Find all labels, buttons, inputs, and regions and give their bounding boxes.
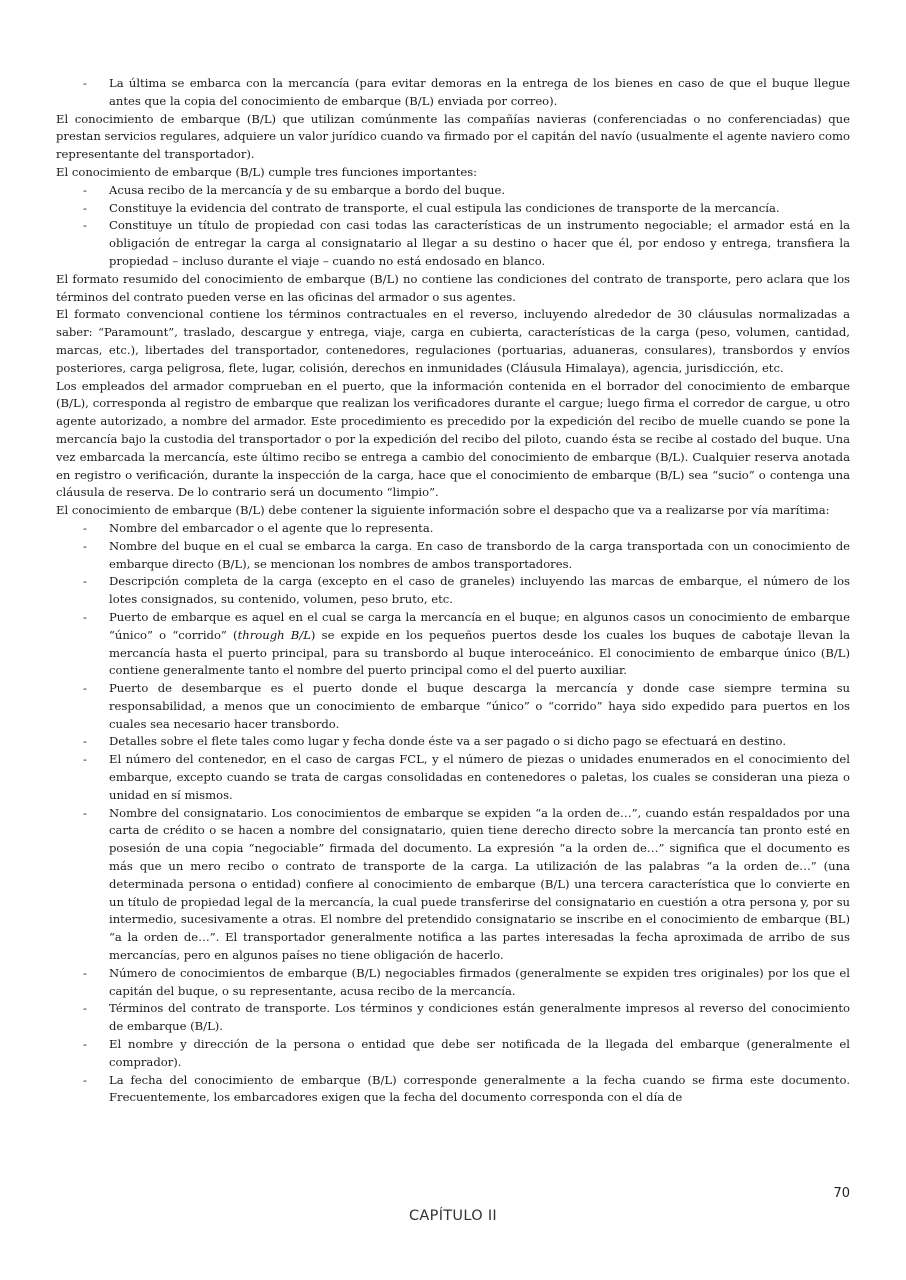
list-item bbox=[56, 573, 850, 609]
list-item-text: Nombre del buque en el cual se embarca la carga. En caso de transbordo de la carga transportada con un conocimiento de embarque directo (B/L), se mencionan los nombres de ambos transportadores. bbox=[109, 538, 850, 571]
bullet-dash: - bbox=[83, 182, 87, 197]
bullet-dash: - bbox=[83, 520, 87, 535]
bullet-list-1 bbox=[56, 75, 850, 111]
chapter-footer: CAPÍTULO II bbox=[409, 1208, 497, 1224]
bullet-dash: - bbox=[83, 538, 87, 553]
list-item bbox=[56, 680, 850, 733]
paragraph: El formato convencional contiene los términos contractuales en el reverso, incluyendo alrededor de 30 cláusulas normalizadas a saber: “Paramount”, traslado, descargue y entrega, viaje, carga en cubierta, características de la carga (peso, volumen, cantidad, marcas, etc.), libertades del transportador, contenedores, regulaciones (portuarias, aduaneras, consulares), transbordos y envíos posteriores, carga peligrosa, flete, lugar, colisión, derechos en inmunidades (Cláusula Himalaya), agencia, jurisdicción, etc. bbox=[56, 307, 850, 375]
list-item bbox=[56, 200, 850, 218]
list-item-text: Constituye la evidencia del contrato de transporte, el cual estipula las condiciones de transporte de la mercancía. bbox=[109, 200, 780, 215]
italic-term: through B/L bbox=[237, 627, 311, 642]
list-item-text: Nombre del consignatario. Los conocimientos de embarque se expiden “a la orden de…”, cuando están respaldados por una carta de crédito o se hacen a nombre del consignatario, quien tiene derecho directo sobre la mercancía tan pronto esté en posesión de una copia “negociable” firmada del documento. La expresión “a la orden de…” significa que el documento es más que un mero recibo o contrato de transporte de la carga. La utilización de las palabras “a la orden de…” (una determinada persona o entidad) confiere al conocimiento de embarque (B/L) una tercera característica que lo convierte en un título de propiedad legal de la mercancía, la cual puede transferirse del consignatario en cuestión a otra persona y, por su intermedio, sucesivamente a otras. El nombre del pretendido consignatario se inscribe en el conocimiento de embarque (BL) “a la orden de…”. El transportador generalmente notifica a las partes interesadas la fecha aproximada de arribo de sus mercancías, pero en algunos países no tiene obligación de hacerlo. bbox=[109, 805, 850, 963]
bullet-dash: - bbox=[83, 218, 87, 233]
bullet-dash: - bbox=[83, 609, 87, 624]
list-item-text: Nombre del embarcador o el agente que lo representa. bbox=[109, 520, 434, 535]
list-item-text: Términos del contrato de transporte. Los términos y condiciones están generalmente impresos al reverso del conocimiento de embarque (B/L). bbox=[109, 1001, 850, 1034]
list-item-text: Puerto de embarque es aquel en el cual se carga la mercancía en el buque; en algunos casos un conocimiento de embarque “único” o “corrido” ( bbox=[109, 609, 850, 642]
list-item bbox=[56, 609, 850, 680]
list-item-text: Detalles sobre el flete tales como lugar y fecha donde éste va a ser pagado o si dicho pago se efectuará en destino. bbox=[109, 734, 787, 749]
bullet-dash: - bbox=[83, 752, 87, 767]
bullet-dash: - bbox=[83, 200, 87, 215]
list-item-text: La fecha del conocimiento de embarque (B/L) corresponde generalmente a la fecha cuando se firma este documento. Frecuentemente, los embarcadores exigen que la fecha del documento corresponda con el día de bbox=[109, 1072, 850, 1105]
bullet-list-3 bbox=[56, 520, 850, 1107]
bullet-dash: - bbox=[83, 574, 87, 589]
paragraph: Los empleados del armador comprueban en el puerto, que la información contenida en el borrador del conocimiento de embarque (B/L), corresponda al registro de embarque que realizan los verificadores durante el cargue; luego firma el corredor de cargue, u otro agente autorizado, a nombre del armador. Este procedimiento es precedido por la expedición del recibo de muelle cuando se pone la mercancía bajo la custodia del transportador o por la expedición del recibo del piloto, cuando ésta se recibe al costado del buque. Una vez embarcada la mercancía, este último recibo se entrega a cambio del conocimiento de embarque (B/L). Cualquier reserva anotada en registro o verificación, durante la inspección de la carga, hace que el conocimiento de embarque (B/L) sea “sucio” o contenga una cláusula de reserva. De lo contrario será un documento “limpio”. bbox=[56, 378, 850, 500]
list-item bbox=[56, 965, 850, 1001]
bullet-dash: - bbox=[83, 734, 87, 749]
list-item-text: Acusa recibo de la mercancía y de su embarque a bordo del buque. bbox=[109, 182, 506, 197]
bullet-list-2 bbox=[56, 182, 850, 271]
bullet-dash: - bbox=[83, 76, 87, 90]
list-item bbox=[56, 1000, 850, 1036]
bullet-dash: - bbox=[83, 965, 87, 980]
list-item-text: Puerto de desembarque es el puerto donde el buque descarga la mercancía y donde case siempre termina su responsabilidad, a menos que un conocimiento de embarque “único” o “corrido” haya sido expedido para puertos en los cuales sea necesario hacer transbordo. bbox=[109, 681, 850, 731]
list-item bbox=[56, 182, 850, 200]
bullet-dash: - bbox=[83, 805, 87, 820]
list-item bbox=[56, 1072, 850, 1108]
paragraph: El conocimiento de embarque (B/L) debe contener la siguiente información sobre el despacho que va a realizarse por vía marítima: bbox=[56, 503, 830, 518]
list-item bbox=[56, 520, 850, 538]
list-item-text: El número del contenedor, en el caso de cargas FCL, y el número de piezas o unidades enumerados en el conocimiento del embarque, excepto cuando se trata de cargas consolidadas en contenedores o paletas, los cuales se consideran una pieza o unidad en sí mismos. bbox=[109, 752, 850, 802]
paragraph: El conocimiento de embarque (B/L) que utilizan comúnmente las compañías navieras (conferenciadas o no conferenciadas) que prestan servicios regulares, adquiere un valor jurídico cuando va firmado por el capitán del navío (usualmente el agente naviero como representante del transportador). bbox=[56, 111, 850, 162]
bullet-dash: - bbox=[83, 1037, 87, 1052]
list-item-text: ) se expide en los pequeños puertos desde los cuales los buques de cabotaje llevan la mercancía hasta el puerto principal, para su transbordo al buque interoceánico. El conocimiento de embarque único (B/L) contiene generalmente tanto el nombre del puerto principal como el del puerto auxiliar. bbox=[109, 627, 850, 678]
page-number: 70 bbox=[833, 1186, 850, 1201]
list-item-text: Descripción completa de la carga (excepto en el caso de graneles) incluyendo las marcas de embarque, el número de los lotes consignados, su contenido, volumen, peso bruto, etc. bbox=[109, 574, 850, 607]
list-item bbox=[56, 75, 850, 111]
list-item bbox=[56, 217, 850, 270]
bullet-dash: - bbox=[83, 1072, 87, 1087]
list-item bbox=[56, 733, 850, 751]
bullet-dash: - bbox=[83, 681, 87, 696]
list-item bbox=[56, 805, 850, 965]
paragraph: El conocimiento de embarque (B/L) cumple tres funciones importantes: bbox=[56, 164, 478, 179]
paragraph: El formato resumido del conocimiento de embarque (B/L) no contiene las condiciones del contrato de transporte, pero aclara que los términos del contrato pueden verse en las oficinas del armador o sus agentes. bbox=[56, 271, 850, 304]
document-body bbox=[56, 75, 850, 1107]
bullet-dash: - bbox=[83, 1001, 87, 1016]
list-item-text: Constituye un título de propiedad con casi todas las características de un instrumento negociable; el armador está en la obligación de entregar la carga al consignatario al llegar a su destino o hacer que él, por endoso y entrega, transfiera la propiedad – incluso durante el viaje – cuando no está endosado en blanco. bbox=[109, 218, 850, 268]
list-item bbox=[56, 538, 850, 574]
list-item bbox=[56, 751, 850, 804]
list-item-text: El nombre y dirección de la persona o entidad que debe ser notificada de la llegada del embarque (generalmente el comprador). bbox=[109, 1037, 850, 1069]
list-item-text: Número de conocimientos de embarque (B/L) negociables firmados (generalmente se expiden tres originales) por los que el capitán del buque, o su representante, acusa recibo de la mercancía. bbox=[109, 965, 850, 998]
list-item bbox=[56, 1036, 850, 1072]
list-item-text: La última se embarca con la mercancía (para evitar demoras en la entrega de los bienes en caso de que el buque llegue antes que la copia del conocimiento de embarque (B/L) enviada por correo). bbox=[109, 76, 850, 108]
